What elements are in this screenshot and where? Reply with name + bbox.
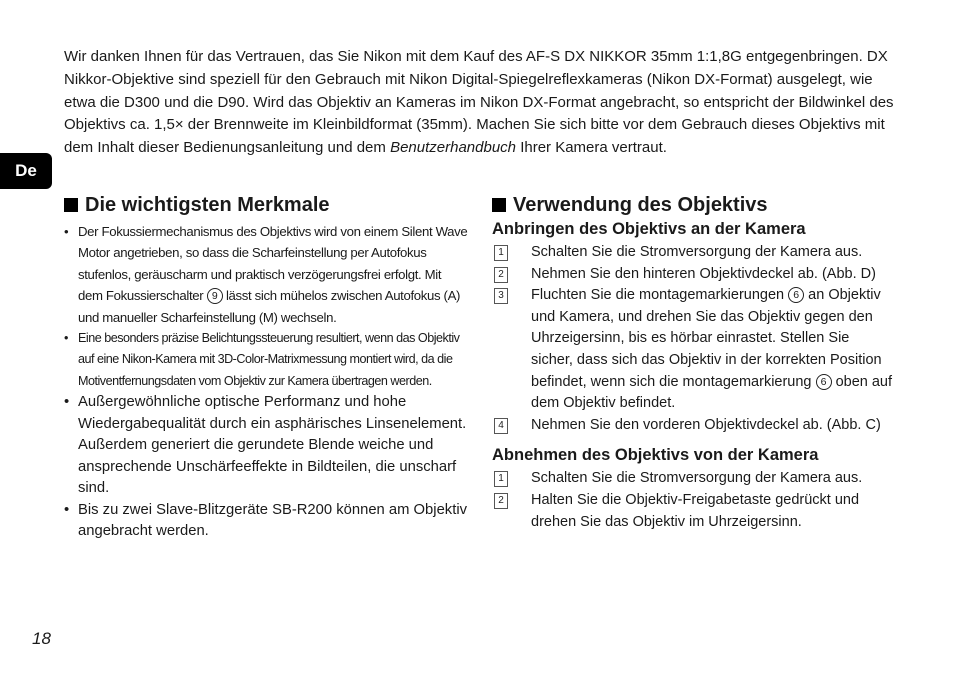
step-number: 4 <box>494 418 508 434</box>
page-number: 18 <box>32 629 51 648</box>
language-tab: De <box>0 153 52 189</box>
usage-title: Verwendung des Objektivs <box>513 194 768 216</box>
attach-steps <box>492 242 892 436</box>
features-list <box>64 221 469 543</box>
mount-mark-ref-icon: 6 <box>788 287 804 303</box>
step-number: 1 <box>494 245 508 261</box>
step-text: Nehmen Sie den hinteren Objektivdeckel ab. (Abb. D) <box>531 265 876 282</box>
list-item <box>64 221 469 328</box>
step-number: 1 <box>494 471 508 487</box>
step-text <box>531 285 892 415</box>
step-number: 3 <box>494 288 508 304</box>
intro-paragraph <box>64 46 894 160</box>
item-text: Der Fokussiermechanismus des Objektivs wird von einem Silent Wave Motor angetrieben, so dass die Scharfeinstellung per Autofokus stufenlos, geräuscharm und praktisch verzögerungsfrei erfolgt. Mit dem Fokussierschalter <box>78 224 468 304</box>
step-item <box>492 242 892 264</box>
step-number: 2 <box>494 267 508 283</box>
usage-heading <box>492 192 892 218</box>
intro-text: Wir danken Ihnen für das Vertrauen, das Sie Nikon mit dem Kauf des AF-S DX NIKKOR 35mm 1:1,8G entgegenbringen. DX Nikkor-Objektive sind speziell für den Gebrauch mit Nikon Digital-Spiegelreflexkameras (Nikon DX-Format) ausgelegt, wie etwa die D300 und die D90. Wird das Objektiv an Kameras im Nikon DX-Format angebracht, so entspricht der Bildwinkel des Objektivs ca. 1,5× der Brennweite im Kleinbildformat (35mm). Machen Sie sich bitte vor dem Gebrauch dieses Objektivs mit dem Inhalt dieser Bedienungsanleitung und dem <box>64 48 894 157</box>
list-item: • Außergewöhnliche optische Performanz und hohe Wiedergabequalität durch ein asphärisches Linsenelement. Außerdem generiert die gerundete Blende weiche und ansprechende Unschärfeeffekte in Bildteilen, die unscharf sind. <box>64 392 469 500</box>
intro-text-end: Ihrer Kamera vertraut. <box>520 139 667 157</box>
detach-steps <box>492 468 892 533</box>
list-item: • Eine besonders präzise Belichtungssteuerung resultiert, wenn das Objektiv auf eine Nikon-Kamera mit 3D-Color-Matrixmessung montiert wird, da die Motiventfernungsdaten vom Objektiv zur Kamera übertragen werden. <box>64 328 469 392</box>
list-item: • Bis zu zwei Slave-Blitzgeräte SB-R200 können am Objektiv angebracht werden. <box>64 500 469 543</box>
step-text-part: Fluchten Sie die montagemarkierungen <box>531 287 785 304</box>
focus-switch-ref-icon: 9 <box>207 288 223 304</box>
step-text: Halten Sie die Objektiv-Freigabetaste gedrückt und drehen Sie das Objektiv im Uhrzeigersinn. <box>531 491 860 530</box>
square-bullet-icon <box>492 198 506 212</box>
step-item <box>492 415 892 437</box>
step-text-part: oben auf dem Objektiv befindet. <box>531 373 893 412</box>
square-bullet-icon <box>64 198 78 212</box>
usage-section <box>492 192 892 533</box>
step-item <box>492 264 892 286</box>
detach-heading: Abnehmen des Objektivs von der Kamera <box>492 446 819 465</box>
step-text: Nehmen Sie den vorderen Objektivdeckel ab. (Abb. C) <box>531 416 881 433</box>
step-text: Schalten Sie die Stromversorgung der Kamera aus. <box>531 244 863 260</box>
features-heading <box>64 192 469 218</box>
step-item <box>492 285 892 415</box>
step-item <box>492 490 892 533</box>
step-item <box>492 468 892 490</box>
mount-mark-ref-icon: 6 <box>816 374 832 390</box>
step-number: 2 <box>494 493 508 509</box>
features-section <box>64 192 469 543</box>
attach-heading: Anbringen des Objektivs an der Kamera <box>492 220 806 238</box>
features-title: Die wichtigsten Merkmale <box>85 194 330 216</box>
step-text: Schalten Sie die Stromversorgung der Kamera aus. <box>531 470 863 487</box>
item-text-end: lässt sich mühelos zwischen Autofokus (A) und manueller Scharfeinstellung (M) wechseln. <box>78 288 461 325</box>
intro-italic: Benutzerhandbuch <box>390 139 517 157</box>
step-text-part: an Objektiv und Kamera, und drehen Sie das Objektiv gegen den Uhrzeigersinn, bis es hörbar einrastet. Stellen Sie sicher, dass sich das Objektiv in der korrekten Position befindet, wenn sich die montagemarkierung <box>531 287 882 390</box>
